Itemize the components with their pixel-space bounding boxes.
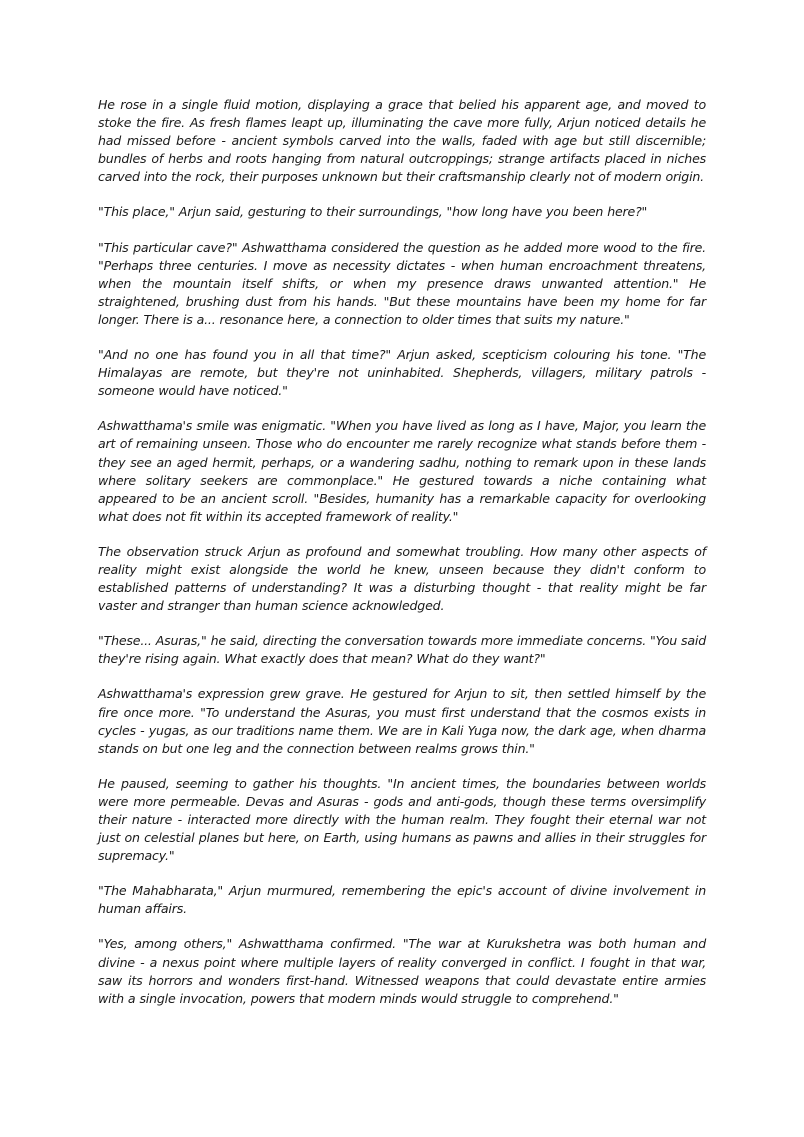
paragraph-5: Ashwatthama's smile was enigmatic. "When you have lived as long as I have, Major, you learn the art of remaining unseen. Those who do encounter me rarely recognize what stands before them - they see an aged hermit, perhaps, or a wandering sadhu, nothing to remark upon in these lands where solitary seekers are commonplace." He gestured towards a niche containing what appeared to be an ancient scroll. "Besides, humanity has a remarkable capacity for overlooking what does not fit within its accepted framework of reality." xyxy=(98,418,706,524)
paragraph-8: Ashwatthama's expression grew grave. He gestured for Arjun to sit, then settled himself by the fire once more. "To understand the Asuras, you must first understand that the cosmos exists in cycles - yugas, as our traditions name them. We are in Kali Yuga now, the dark age, when dharma stands on but one leg and the connection between realms grows thin." xyxy=(98,686,706,756)
document-page xyxy=(98,96,706,1025)
paragraph-11: "Yes, among others," Ashwatthama confirmed. "The war at Kurukshetra was both human and divine - a nexus point where multiple layers of reality converged in conflict. I fought in that war, saw its horrors and wonders first-hand. Witnessed weapons that could devastate entire armies with a single invocation, powers that modern minds would struggle to comprehend." xyxy=(98,936,706,1006)
paragraph-9: He paused, seeming to gather his thoughts. "In ancient times, the boundaries between worlds were more permeable. Devas and Asuras - gods and anti-gods, though these terms oversimplify their nature - interacted more directly with the human realm. They fought their eternal war not just on celestial planes but here, on Earth, using humans as pawns and allies in their struggles for supremacy." xyxy=(98,775,706,864)
paragraph-4: "And no one has found you in all that time?" Arjun asked, scepticism colouring his tone. "The Himalayas are remote, but they're not uninhabited. Shepherds, villagers, military patrols - someone would have noticed." xyxy=(98,347,706,399)
paragraph-6: The observation struck Arjun as profound and somewhat troubling. How many other aspects of reality might exist alongside the world he knew, unseen because they didn't conform to established patterns of understanding? It was a disturbing thought - that reality might be far vaster and stranger than human science acknowledged. xyxy=(98,543,706,614)
paragraph-1: He rose in a single fluid motion, displaying a grace that belied his apparent age, and moved to stoke the fire. As fresh flames leapt up, illuminating the cave more fully, Arjun noticed details he had missed before - ancient symbols carved into the walls, faded with age but still discernible; bundles of herbs and roots hanging from natural outcroppings; strange artifacts placed in niches carved into the rock, their purposes unknown but their craftsmanship clearly not of modern origin. xyxy=(98,97,706,185)
paragraph-7: "These... Asuras," he said, directing the conversation towards more immediate concerns. "You said they're rising again. What exactly does that mean? What do they want?" xyxy=(98,633,706,667)
paragraph-10: "The Mahabharata," Arjun murmured, remembering the epic's account of divine involvement in human affairs. xyxy=(98,883,706,917)
paragraph-2: "This place," Arjun said, gesturing to their surroundings, "how long have you been here?" xyxy=(98,204,648,220)
paragraph-3: "This particular cave?" Ashwatthama considered the question as he added more wood to the fire. "Perhaps three centuries. I move as necessity dictates - when human encroachment threatens, when the mountain itself shifts, or when my presence draws unwanted attention." He straightened, brushing dust from his hands. "But these mountains have been my home for far longer. There is a... resonance here, a connection to older times that suits my nature." xyxy=(98,239,706,327)
